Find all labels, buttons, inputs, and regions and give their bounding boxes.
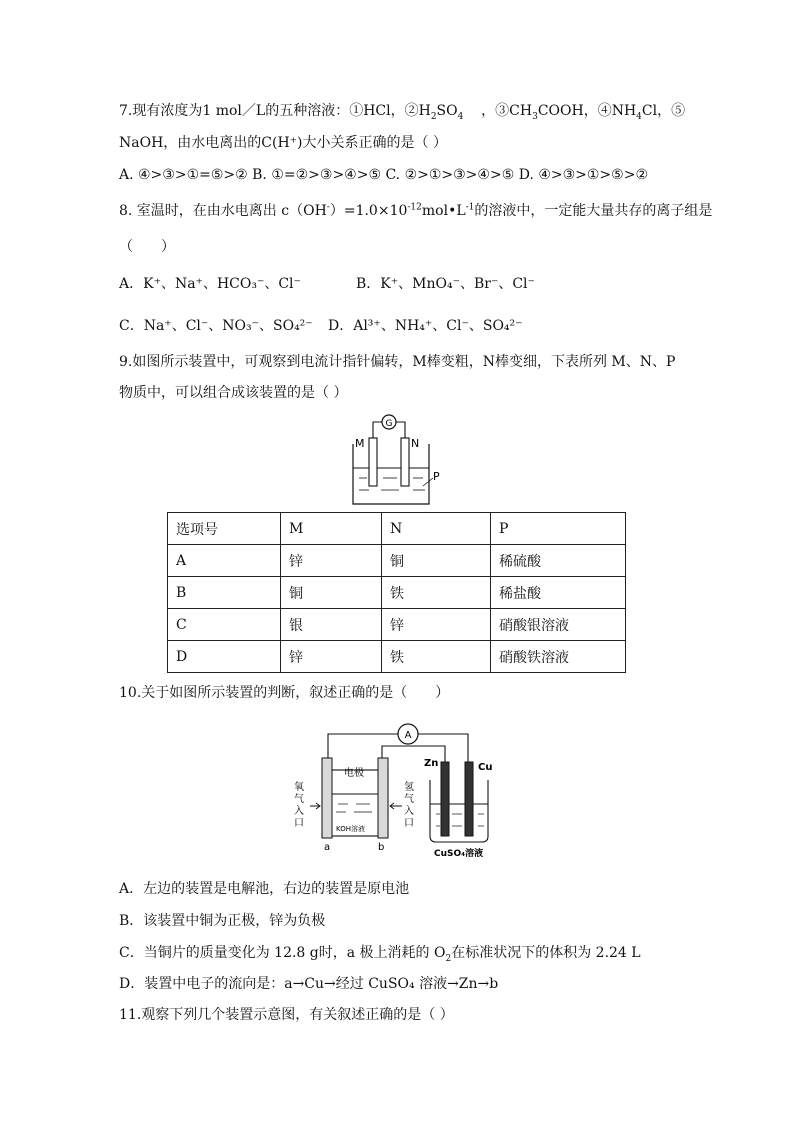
copper-electrode: [465, 762, 473, 836]
q8-option-b: B．K⁺、MnO₄⁻、Br⁻、Cl⁻: [356, 276, 535, 292]
cuso4-solution-label: CuSO₄溶液: [434, 849, 484, 859]
q10-option-c: C．当铜片的质量变化为 12.8 g时，a 极上消耗的 $O_2$在标准状况下的体积为 2.24 L: [119, 945, 641, 964]
q7-stem-line2: NaOH，由水电离出的C(H⁺)大小关系正确的是（ ）: [119, 135, 447, 151]
table-cell: 硝酸铁溶液: [491, 641, 626, 673]
electrode-a: [322, 758, 332, 838]
table-cell: 锌: [382, 609, 491, 641]
table-header-cell: P: [491, 513, 626, 545]
table-cell: B: [168, 577, 281, 609]
electrode-b-label: b: [378, 842, 385, 853]
electrode-m: [369, 438, 377, 486]
oxygen-inlet-label: 氧气入口: [294, 782, 304, 829]
table-header-cell: 选项号: [168, 513, 281, 545]
table-header-row: [168, 513, 626, 545]
table-cell: A: [168, 545, 281, 577]
table-header-cell: M: [281, 513, 382, 545]
electrode-b: [378, 758, 388, 838]
table-cell: C: [168, 609, 281, 641]
q11-stem: 11.观察下列几个装置示意图，有关叙述正确的是（ ）: [119, 1007, 454, 1023]
q9-galvanic-cell-figure: [345, 408, 455, 508]
table-row: [168, 641, 626, 673]
table-row: [168, 577, 626, 609]
q9-stem-line2: 物质中，可以组合成该装置的是（ ）: [119, 385, 348, 401]
q7-options: A. ④>③>①=⑤>② B. ①=②>③>④>⑤ C. ②>①>③>④>⑤ D. ④>③>①>⑤>②: [119, 167, 648, 183]
solution-p-label: P: [433, 470, 440, 483]
q8-option-c: C．Na⁺、Cl⁻、NO₃⁻、SO₄²⁻: [119, 318, 313, 334]
table-row: [168, 609, 626, 641]
oxygen-inlet-arrow-icon: [310, 803, 320, 809]
table-cell: 铜: [382, 545, 491, 577]
table-cell: 硝酸银溶液: [491, 609, 626, 641]
zinc-label: Zn: [424, 758, 439, 769]
table-cell: 稀盐酸: [491, 577, 626, 609]
q10-stem: 10.关于如图所示装置的判断，叙述正确的是（ ）: [119, 685, 450, 701]
hydrogen-inlet-label: 氢气入口: [404, 782, 414, 829]
table-cell: 铁: [382, 641, 491, 673]
electrode-n-label: N: [411, 437, 420, 450]
table-cell: D: [168, 641, 281, 673]
table-cell: 银: [281, 609, 382, 641]
q8-stem-line1: 8. 室温时，在由水电离出 $c(OH^-)=1.0\times 10^{-12}mol•L^{-1}$的溶液中，一定能大量共存的离子组是: [119, 202, 713, 219]
copper-label: Cu: [478, 762, 493, 773]
table-header-cell: N: [382, 513, 491, 545]
electrode-m-label: M: [355, 437, 365, 450]
electrode-a-label: a: [324, 842, 331, 853]
table-cell: 铜: [281, 577, 382, 609]
q9-stem-line1: 9.如图所示装置中，可观察到电流计指针偏转，M棒变粗，N棒变细，下表所列 M、N、P: [119, 354, 676, 370]
electrode-label: 电极: [344, 768, 364, 779]
q10-option-d: D．装置中电子的流向是：a→Cu→经过 CuSO₄ 溶液→Zn→b: [119, 976, 499, 992]
zinc-electrode: [441, 762, 449, 836]
q10-fuel-cell-figure: [290, 718, 510, 864]
ammeter-label: A: [404, 730, 412, 741]
q10-option-b: B．该装置中铜为正极，锌为负极: [119, 913, 326, 929]
table-row: [168, 545, 626, 577]
galvanometer-label: G: [385, 419, 393, 429]
table-cell: 稀硫酸: [491, 545, 626, 577]
q8-option-d: D．Al³⁺、NH₄⁺、Cl⁻、SO₄²⁻: [328, 318, 523, 334]
q10-option-a: A．左边的装置是电解池，右边的装置是原电池: [119, 881, 410, 897]
q7-stem-line1: 7.现有浓度为1 mol／L的五种溶液：①HCl，$②H_2SO_4$ ，$③CH_3COOH$，$④NH_4Cl$，⑤: [119, 103, 686, 122]
electrode-n: [401, 438, 409, 486]
koh-solution-label: KOH溶液: [336, 825, 365, 833]
q9-options-table: [167, 512, 626, 673]
table-cell: 锌: [281, 641, 382, 673]
hydrogen-inlet-arrow-icon: [390, 803, 402, 809]
table-cell: 铁: [382, 577, 491, 609]
q8-stem-line2: （ ）: [119, 239, 175, 255]
q8-option-a: A．K⁺、Na⁺、HCO₃⁻、Cl⁻: [119, 276, 301, 292]
table-cell: 锌: [281, 545, 382, 577]
